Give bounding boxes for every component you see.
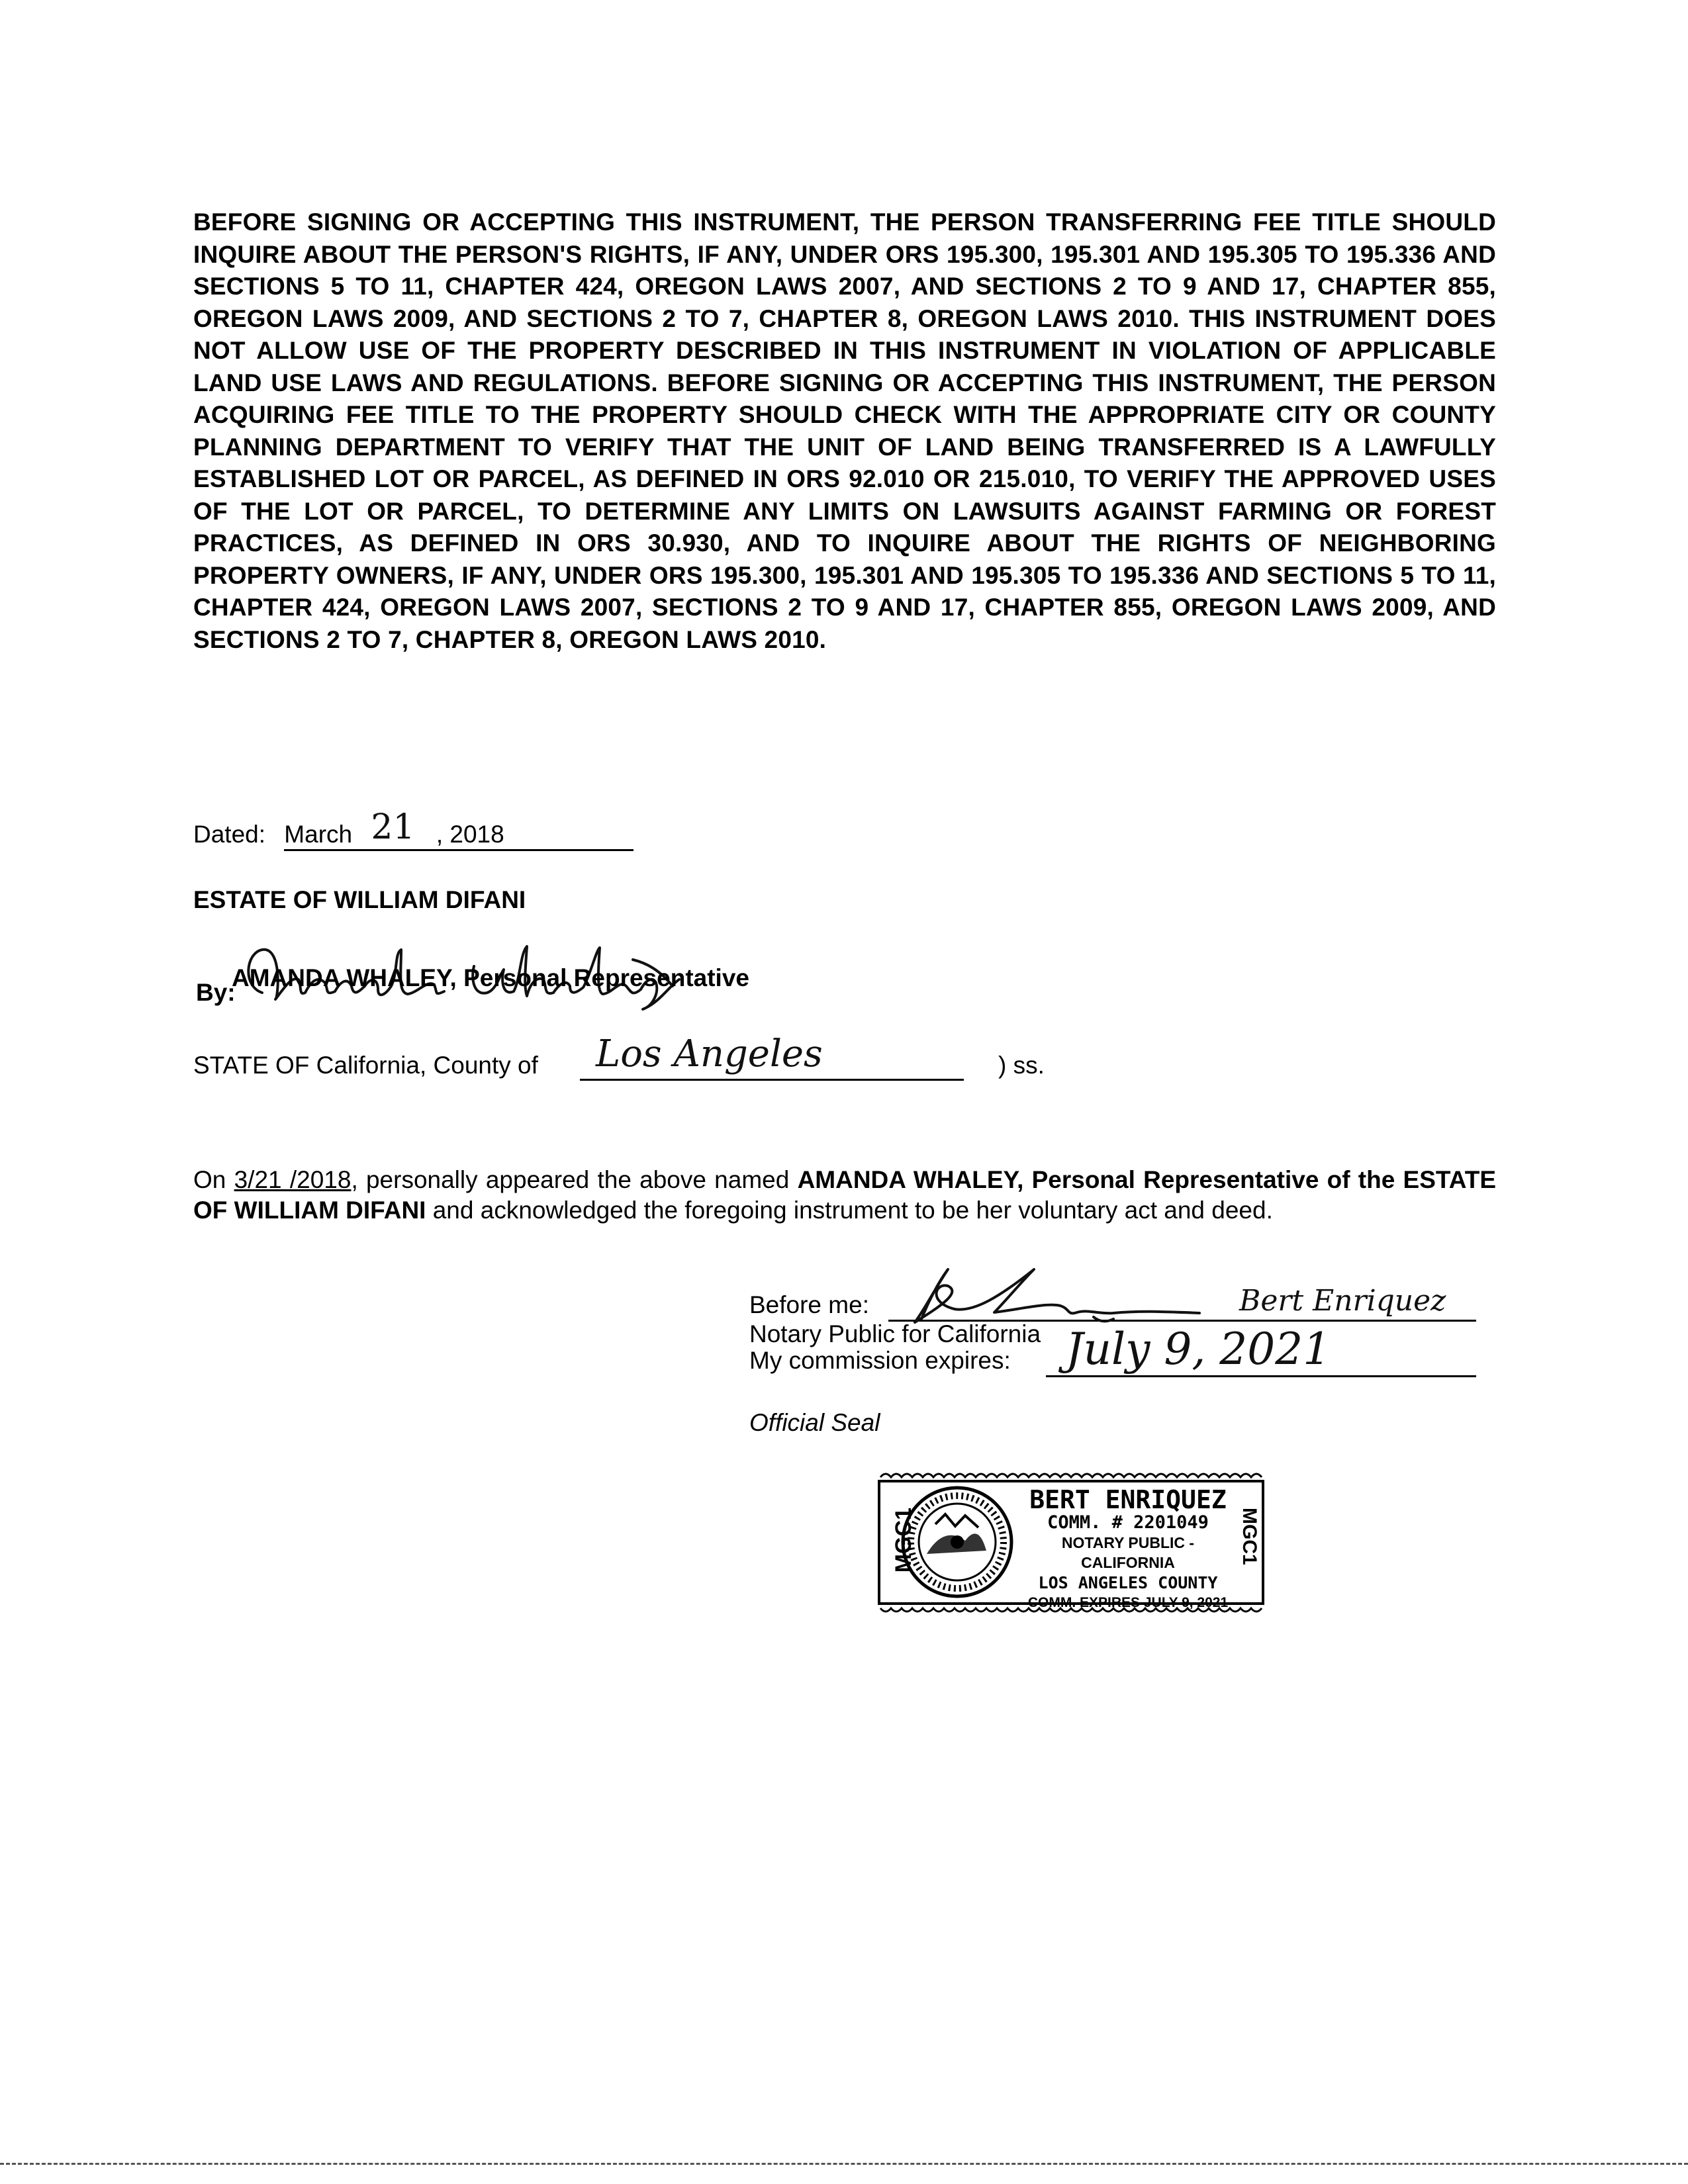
dated-label: Dated: [193, 821, 266, 848]
acknowledgment-paragraph [193, 1165, 1496, 1226]
stamp-text-block [1015, 1486, 1241, 1612]
ack-date: 3/21 /2018 [234, 1166, 352, 1193]
by-label: By: [196, 979, 236, 1006]
stamp-side-left: MGC1 [891, 1508, 916, 1573]
commission-label: My commission expires: [749, 1347, 1011, 1374]
commission-date-handwritten: July 9, 2021 [1066, 1324, 1331, 1375]
stamp-side-right: MGC1 [1239, 1508, 1260, 1565]
notary-public-label: Notary Public for California [749, 1320, 1041, 1347]
stamp-comm-no: COMM. # 2201049 [1047, 1512, 1209, 1533]
commission-underline [1046, 1375, 1476, 1377]
ack-text-1: personally appeared the above named [357, 1166, 798, 1193]
state-county-prefix: STATE OF California, County of [193, 1052, 538, 1079]
notary-signature [888, 1256, 1233, 1329]
official-seal-label: Official Seal [749, 1409, 880, 1436]
ss-suffix: ) ss. [998, 1052, 1045, 1079]
dated-month: March [284, 821, 353, 848]
ack-comma: , [351, 1166, 358, 1193]
county-handwritten: Los Angeles [596, 1032, 823, 1075]
county-underline [580, 1079, 964, 1081]
dated-value [284, 807, 633, 851]
statutory-warning-paragraph: BEFORE SIGNING OR ACCEPTING THIS INSTRUMENT, THE PERSON TRANSFERRING FEE TITLE SHOULD INQUIRE ABOUT THE PERSON'S RIGHTS, IF ANY, UNDER ORS 195.300, 195.301 AND 195.305 TO 195.336 AND SECTIONS 5 TO 11, CHAPTER 424, OREGON LAWS 2007, AND SECTIONS 2 TO 9 AND 17, CHAPTER 855, OREGON LAWS 2009, AND SECTIONS 2 TO 7, CHAPTER 8, OREGON LAWS 2010. THIS INSTRUMENT DOES NOT ALLOW USE OF THE PROPERTY DESCRIBED IN THIS INSTRUMENT IN VIOLATION OF APPLICABLE LAND USE LAWS AND REGULATIONS. BEFORE SIGNING OR ACCEPTING THIS INSTRUMENT, THE PERSON ACQUIRING FEE TITLE TO THE PROPERTY SHOULD CHECK WITH THE APPROPRIATE CITY OR COUNTY PLANNING DEPARTMENT TO VERIFY THAT THE UNIT OF LAND BEING TRANSFERRED IS A LAWFULLY ESTABLISHED LOT OR PARCEL, AS DEFINED IN ORS 92.010 OR 215.010, TO VERIFY THE APPROVED USES OF THE LOT OR PARCEL, TO DETERMINE ANY LIMITS ON LAWSUITS AGAINST FARMING OR FOREST PRACTICES, AS DEFINED IN ORS 30.930, AND TO INQUIRE ABOUT THE RIGHTS OF NEIGHBORING PROPERTY OWNERS, IF ANY, UNDER ORS 195.300, 195.301 AND 195.305 TO 195.336 AND SECTIONS 5 TO 11, CHAPTER 424, OREGON LAWS 2007, SECTIONS 2 TO 9 AND 17, CHAPTER 855, OREGON LAWS 2009, AND SECTIONS 2 TO 7, CHAPTER 8, OREGON LAWS 2010. [193, 208, 1496, 653]
stamp-notary-line: NOTARY PUBLIC - CALIFORNIA [1061, 1534, 1195, 1571]
ack-on: On [193, 1166, 226, 1193]
stamp-expires: COMM. EXPIRES JULY 9, 2021 [1027, 1595, 1229, 1610]
page-bottom-rule [0, 2163, 1688, 2165]
estate-name: ESTATE OF WILLIAM DIFANI [193, 886, 526, 913]
before-me-label: Before me: [749, 1291, 869, 1318]
dated-line [193, 807, 633, 851]
signer-name: AMANDA WHALEY, Personal Representative [232, 964, 749, 991]
ack-bold-names: AMANDA WHALEY, Personal Representative of the ESTATE OF WILLIAM DIFANI [193, 1166, 1497, 1224]
notary-name-handwritten: Bert Enriquez [1239, 1284, 1446, 1318]
dated-year: , 2018 [436, 821, 504, 848]
dated-day-handwritten: 21 [371, 807, 415, 847]
ack-text-2: and acknowledged the foregoing instrument to be her voluntary act and deed. [426, 1197, 1273, 1224]
stamp-county: LOS ANGELES COUNTY [1038, 1573, 1218, 1592]
notary-stamp [872, 1468, 1270, 1615]
stamp-name: BERT ENRIQUEZ [1029, 1485, 1227, 1514]
